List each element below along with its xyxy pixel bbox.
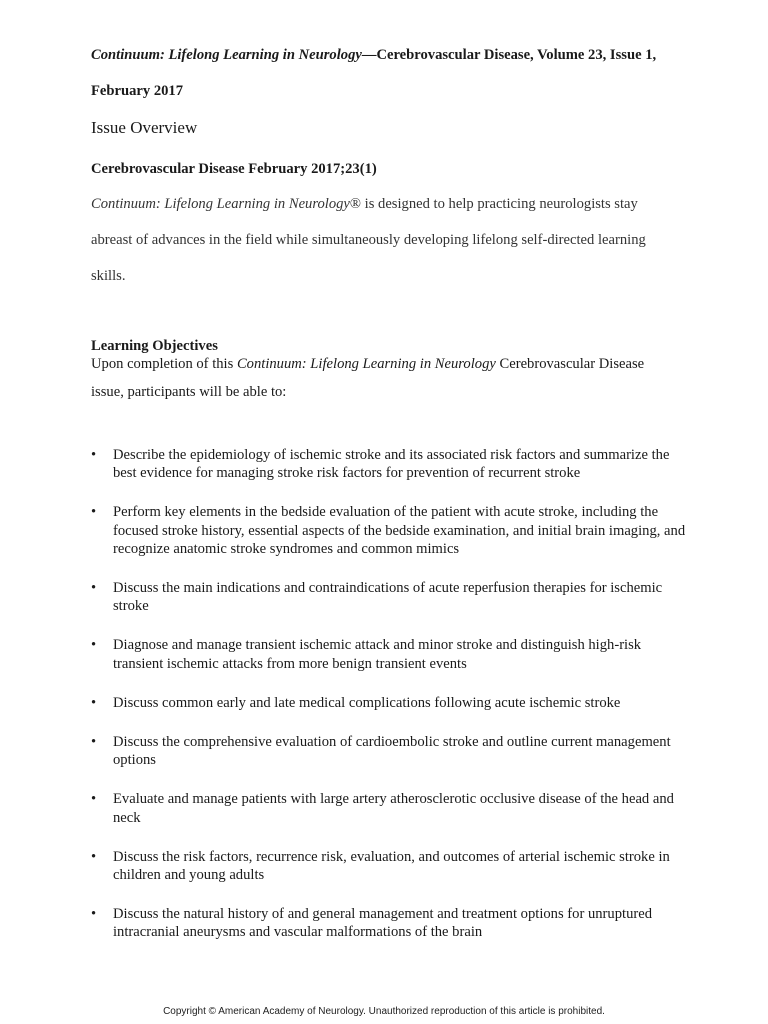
objective-text: Discuss common early and late medical complications following acute ischemic stroke (113, 694, 621, 711)
copyright-footer: Copyright © American Academy of Neurology. Unauthorized reproduction of this article is prohibited. (163, 1006, 605, 1017)
objective-text: Evaluate and manage patients with large artery atherosclerotic occlusive disease of the head and neck (113, 791, 674, 826)
bullet-icon: • (91, 447, 97, 463)
list-item (91, 503, 691, 558)
journal-title-line (91, 47, 656, 64)
journal-name: Continuum: Lifelong Learning in Neurology (91, 47, 362, 63)
list-item (91, 848, 691, 884)
list-item (91, 636, 691, 672)
list-item (91, 905, 691, 941)
bullet-icon: • (91, 580, 97, 597)
objectives-list (91, 446, 691, 942)
objective-text: Perform key elements in the bedside evaluation of the patient with acute stroke, including the focused stroke history, essential aspects of the bedside examination, and initial brain imaging, and recognize anatomic stroke syndromes and common mimics (113, 504, 686, 557)
bullet-icon: • (91, 637, 97, 654)
bullet-icon: • (91, 848, 97, 865)
bullet-icon: • (91, 734, 97, 751)
objective-text: Discuss the comprehensive evaluation of cardioembolic stroke and outline current management options (113, 734, 671, 769)
bullet-icon: • (91, 791, 97, 808)
intro-journal-name: Continuum: Lifelong Learning in Neurology (91, 196, 350, 212)
intro-line-1-rest: ® is designed to help practicing neurologists stay (349, 196, 638, 212)
list-item (91, 733, 691, 769)
objective-text: Describe the epidemiology of ischemic stroke and its associated risk factors and summarize the best evidence for managing stroke risk factors for prevention of recurrent stroke (113, 447, 670, 482)
journal-date-line: February 2017 (91, 83, 184, 99)
objective-text: Discuss the main indications and contraindications of acute reperfusion therapies for ischemic stroke (113, 580, 663, 615)
learning-objectives-lead (91, 356, 644, 373)
list-item (91, 579, 691, 615)
bullet-icon: • (91, 504, 97, 521)
objective-text: Discuss the natural history of and general management and treatment options for unruptured intracranial aneurysms and vascular malformations of the brain (113, 906, 652, 941)
lead-journal-name: Continuum: Lifelong Learning in Neurology (236, 356, 496, 372)
intro-line-1 (91, 196, 691, 213)
intro-line-2: abreast of advances in the field while simultaneously developing lifelong self-directed learning (91, 232, 646, 248)
section-title: Issue Overview (91, 118, 198, 137)
objective-text: Discuss the risk factors, recurrence risk, evaluation, and outcomes of arterial ischemic stroke in children and young adults (113, 848, 670, 884)
list-item (91, 790, 691, 826)
list-item (91, 694, 691, 712)
bullet-icon: • (91, 906, 97, 923)
journal-title-rest: —Cerebrovascular Disease, Volume 23, Issue 1, (361, 47, 657, 63)
bullet-icon: • (91, 694, 97, 711)
objective-text: Diagnose and manage transient ischemic attack and minor stroke and distinguish high-risk transient ischemic attacks from more benign transient events (113, 637, 642, 672)
lead-suffix: Cerebrovascular Disease (495, 356, 645, 372)
list-item (91, 446, 691, 482)
lead-prefix: Upon completion of this (91, 356, 237, 372)
learning-objectives-heading: Learning Objectives (91, 338, 218, 354)
learning-objectives-lead-line-2: issue, participants will be able to: (91, 384, 287, 400)
issue-subtitle: Cerebrovascular Disease February 2017;23(1) (91, 161, 377, 177)
intro-line-3: skills. (91, 268, 126, 284)
